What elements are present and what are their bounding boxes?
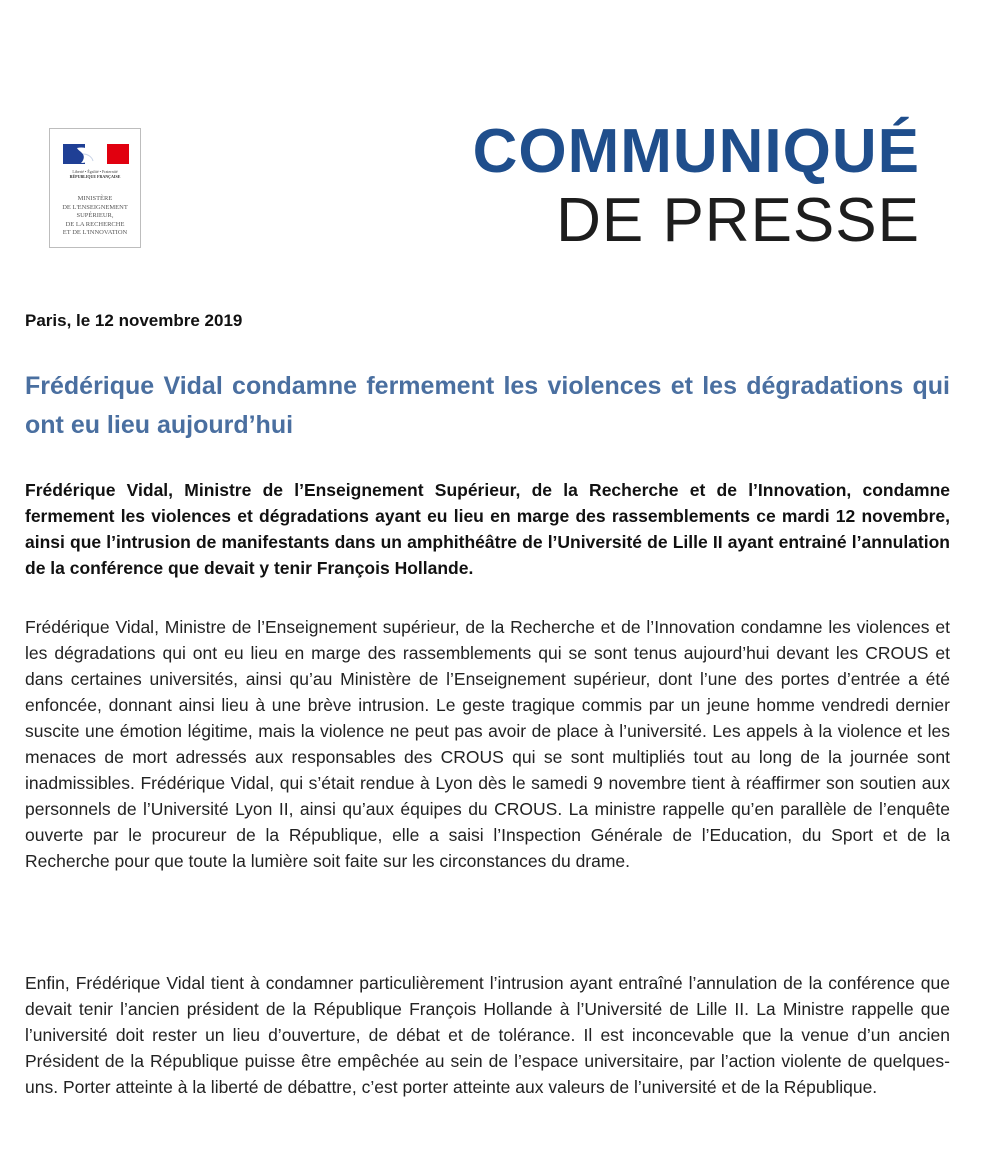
logo-ministry-line: DE LA RECHERCHE	[65, 220, 125, 228]
logo-ministry-name	[54, 195, 136, 238]
press-subtitle: DE PRESSE	[556, 186, 920, 255]
document-date: Paris, le 12 novembre 2019	[25, 311, 243, 330]
lead-paragraph: Frédérique Vidal, Ministre de l’Enseignement Supérieur, de la Recherche et de l’Innovation, condamne fermement les violences et dégradations ayant eu lieu en marge des rassemblements ce mardi 12 novembre, ainsi que l’intrusion de manifestants dans un amphithéâtre de l’Université de Lille II ayant entrainé l’annulation de la conférence que devait y tenir François Hollande.	[25, 480, 950, 578]
logo-republic-label: RÉPUBLIQUE FRANÇAISE	[69, 174, 121, 179]
logo-ministry-line: ET DE L'INNOVATION	[62, 229, 128, 236]
body-paragraph-1: Frédérique Vidal, Ministre de l’Enseignement supérieur, de la Recherche et de l’Innovation condamne les violences et les dégradations qui ont eu lieu en marge des rassemblements qui se sont tenus aujourd’hui devant les CROUS et dans certaines universités, ainsi qu’au Ministère de l’Enseignement supérieur, dont l’une des portes d’entrée a été enfoncée, donnant ainsi lieu à une brève intrusion. Le geste tragique commis par un jeune homme vendredi dernier suscite une émotion légitime, mais la violence ne peut pas avoir de place à l’université. Les appels à la violence et les menaces de mort adressés aux responsables des CROUS qui se sont multipliés tout au long de la journée sont inadmissibles. Frédérique Vidal, qui s’était rendue à Lyon dès le samedi 9 novembre tient à réaffirmer son soutien aux personnels de l’Université Lyon II, ainsi qu’aux équipes du CROUS. La ministre rappelle qu’en parallèle de l’enquête ouverte par le procureur de la République, elle a saisi l’Inspection Générale de l’Education, du Sport et de la Recherche pour que toute la lumière soit faite sur les circonstances du drame.	[25, 617, 950, 871]
logo-ministry-line: DE L'ENSEIGNEMENT	[62, 203, 128, 211]
marianne-flag-icon	[63, 142, 129, 166]
body-paragraph-2: Enfin, Frédérique Vidal tient à condamner particulièrement l’intrusion ayant entraîné l’annulation de la conférence que devait tenir l’ancien président de la République François Hollande à l’Université de Lille II. La Ministre rappelle que l’université doit rester un lieu d’ouverture, de débat et de tolérance. Il est inconcevable que la venue d’un ancien Président de la République puisse être empêchée au sein de l’espace universitaire, par l’action violente de quelques-uns. Porter atteinte à la liberté de débattre, c’est porter atteinte aux valeurs de l’université et de la République.	[25, 973, 950, 1097]
headline: Frédérique Vidal condamne fermement les violences et les dégradations qui ont eu lieu aujourd’hui	[25, 372, 950, 439]
logo-ministry-line: SUPÉRIEUR,	[76, 212, 114, 219]
ministry-logo	[49, 128, 141, 248]
communique-title: COMMUNIQUÉ	[472, 117, 920, 186]
logo-motto: Liberté • Égalité • Fraternité	[72, 169, 118, 174]
logo-ministry-line: MINISTÈRE	[77, 195, 113, 202]
